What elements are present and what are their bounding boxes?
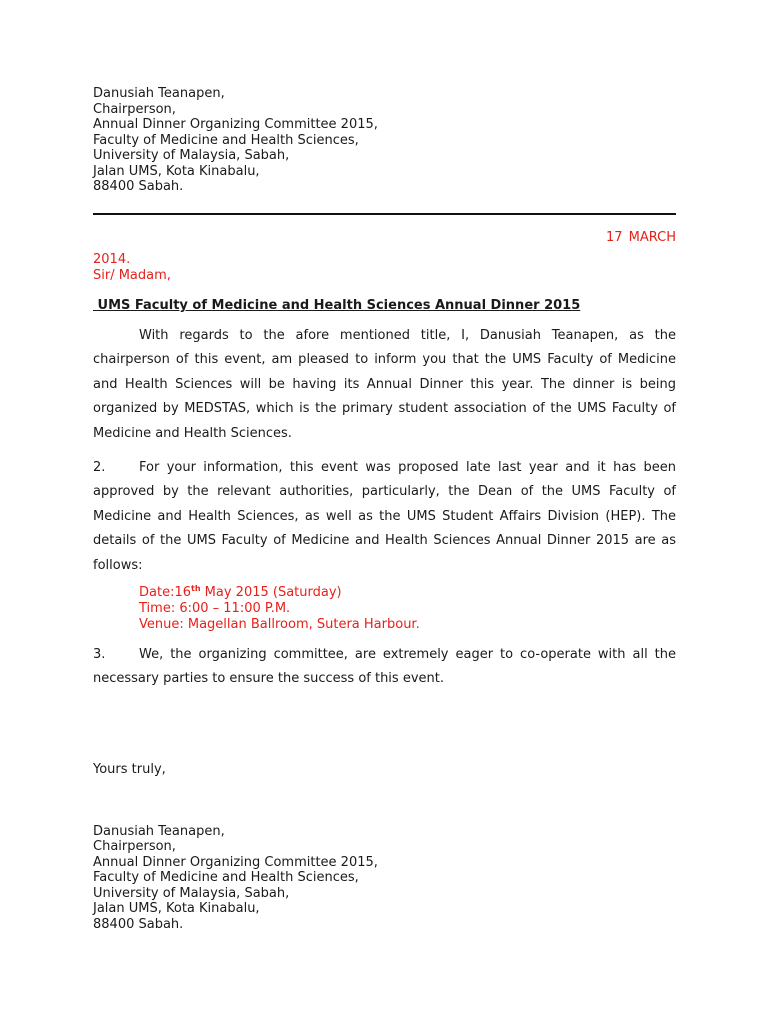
letter-date-day-month: 17 MARCH	[605, 229, 676, 245]
paragraph-1-text: With regards to the afore mentioned title, I, Danusiah Teanapen, as the chairperson of this event, am pleased to inform you that the UMS Faculty of Medicine and Health Sciences will be having its Annual Dinner this year. The dinner is being organized by MEDSTAS, which is the primary student association of the UMS Faculty of Medicine and Health Sciences.	[93, 328, 676, 441]
paragraph-1	[93, 324, 676, 446]
sender-address	[93, 86, 676, 195]
paragraph-3-text: We, the organizing committee, are extremely eager to co-operate with all the necessary parties to ensure the success of this event.	[93, 647, 676, 687]
event-date-suffix: May 2015 (Saturday)	[200, 585, 342, 601]
signature-line: Annual Dinner Organizing Committee 2015,	[93, 854, 378, 870]
sender-line: Chairperson,	[93, 101, 176, 117]
event-venue: Venue: Magellan Ballroom, Sutera Harbour.	[139, 617, 420, 633]
paragraph-2	[93, 456, 676, 578]
letter-date-year: 2014.	[93, 252, 131, 267]
event-details	[139, 585, 676, 633]
paragraph-2-text: For your information, this event was proposed late last year and it has been approved by the relevant authorities, particularly, the Dean of the UMS Faculty of Medicine and Health Sciences, as well as the UMS Student Affairs Division (HEP). The details of the UMS Faculty of Medicine and Health Sciences Annual Dinner 2015 are as follows:	[93, 460, 676, 573]
signature-line: Faculty of Medicine and Health Sciences,	[93, 870, 359, 886]
sender-line: Jalan UMS, Kota Kinabalu,	[93, 163, 260, 179]
event-date	[139, 585, 676, 601]
header-divider	[93, 213, 676, 215]
signature-line: Danusiah Teanapen,	[93, 823, 225, 839]
sender-line: University of Malaysia, Sabah,	[93, 148, 290, 163]
signature-line: University of Malaysia, Sabah,	[93, 885, 290, 901]
letter-page	[93, 86, 676, 932]
sender-line: Annual Dinner Organizing Committee 2015,	[93, 117, 378, 132]
signature-line: 88400 Sabah.	[93, 916, 184, 932]
signature-block	[93, 824, 676, 933]
subject-heading: UMS Faculty of Medicine and Health Sciences Annual Dinner 2015	[93, 298, 581, 313]
salutation: Sir/ Madam,	[93, 267, 171, 283]
signature-line: Jalan UMS, Kota Kinabalu,	[93, 901, 260, 917]
signature-line: Chairperson,	[93, 839, 176, 855]
sender-line: Danusiah Teanapen,	[93, 86, 225, 101]
paragraph-2-number: 2.	[93, 460, 106, 476]
closing: Yours truly,	[93, 761, 166, 777]
paragraph-3	[93, 643, 676, 692]
sender-line: Faculty of Medicine and Health Sciences,	[93, 132, 359, 148]
event-date-prefix: Date:16	[139, 585, 191, 601]
sender-line: 88400 Sabah.	[93, 179, 184, 194]
paragraph-3-number: 3.	[93, 647, 106, 663]
event-date-ordinal: th	[191, 584, 201, 594]
event-time: Time: 6:00 – 11:00 P.M.	[139, 601, 291, 617]
